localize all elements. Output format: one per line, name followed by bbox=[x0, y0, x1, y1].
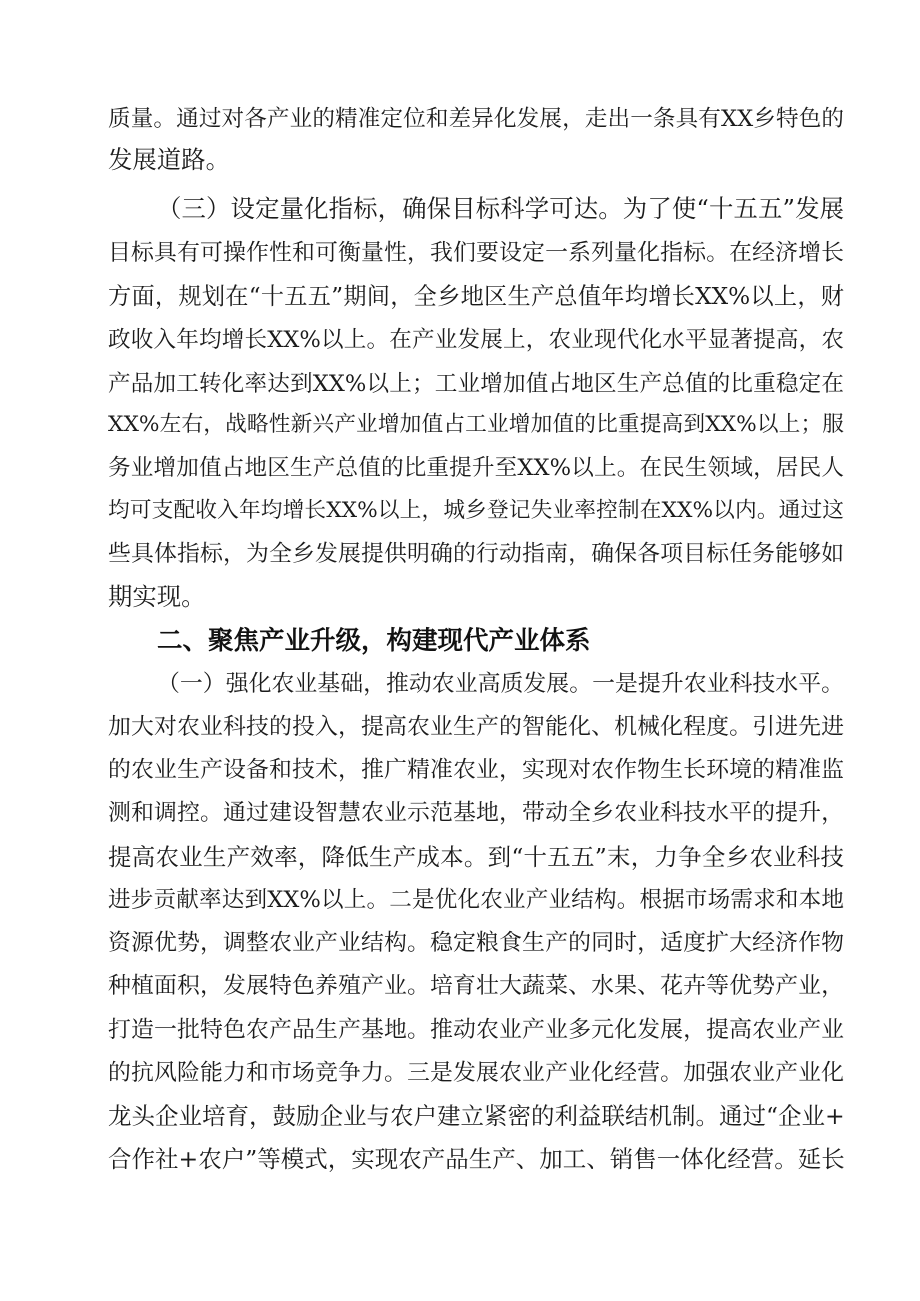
paragraph-line: 均可支配收入年均增长XX%以上，城乡登记失业率控制在XX%以内。通过这 bbox=[108, 498, 844, 523]
paragraph-line: 质量。通过对各产业的精准定位和差异化发展，走出一条具有XX乡特色的 bbox=[108, 106, 844, 132]
paragraph-line: 资源优势，调整农业产业结构。稳定粮食生产的同时，适度扩大经济作物 bbox=[108, 930, 844, 956]
paragraph-line: 政收入年均增长XX%以上。在产业发展上，农业现代化水平显著提高，农 bbox=[108, 327, 844, 353]
paragraph-line: 方面，规划在“十五五”期间，全乡地区生产总值年均增长XX%以上，财 bbox=[108, 283, 844, 310]
paragraph-line: XX%左右，战略性新兴产业增加值占工业增加值的比重提高到XX%以上；服 bbox=[108, 412, 844, 437]
section-heading: 二、聚焦产业升级，构建现代产业体系 bbox=[157, 626, 591, 656]
paragraph-line: 龙头企业培育，鼓励企业与农户建立紧密的利益联结机制。通过“企业+ bbox=[108, 1102, 845, 1130]
paragraph-line: 期实现。 bbox=[108, 582, 206, 611]
paragraph-line: 的抗风险能力和市场竞争力。三是发展农业产业化经营。加强农业产业化 bbox=[108, 1060, 844, 1086]
paragraph-line: 产品加工转化率达到XX%以上；工业增加值占地区生产总值的比重稳定在 bbox=[108, 371, 844, 397]
paragraph-line: （三）设定量化指标，确保目标科学可达。为了使“十五五”发展 bbox=[157, 194, 844, 223]
paragraph-line: 加大对农业科技的投入，提高农业生产的智能化、机械化程度。引进先进 bbox=[108, 714, 844, 740]
paragraph-line: 目标具有可操作性和可衡量性，我们要设定一系列量化指标。在经济增长 bbox=[108, 240, 844, 266]
paragraph-line: （一）强化农业基础，推动农业高质发展。一是提升农业科技水平。 bbox=[157, 671, 844, 697]
paragraph-line: 进步贡献率达到XX%以上。二是优化农业产业结构。根据市场需求和本地 bbox=[108, 887, 844, 913]
paragraph-line: 的农业生产设备和技术，推广精准农业，实现对农作物生长环境的精准监 bbox=[108, 757, 844, 783]
paragraph-line: 合作社+农户”等模式，实现农产品生产、加工、销售一体化经营。延长 bbox=[108, 1145, 845, 1173]
paragraph-line: 种植面积，发展特色养殖产业。培育壮大蔬菜、水果、花卉等优势产业， bbox=[108, 973, 844, 999]
paragraph-line: 发展道路。 bbox=[108, 145, 230, 174]
paragraph-line: 打造一批特色农产品生产基地。推动农业产业多元化发展，提高农业产业 bbox=[108, 1017, 844, 1043]
paragraph-line: 务业增加值占地区生产总值的比重提升至XX%以上。在民生领域，居民人 bbox=[108, 455, 844, 481]
paragraph-line: 测和调控。通过建设智慧农业示范基地，带动全乡农业科技水平的提升， bbox=[108, 800, 844, 826]
paragraph-line: 些具体指标，为全乡发展提供明确的行动指南，确保各项目标任务能够如 bbox=[108, 541, 844, 567]
paragraph-line: 提高农业生产效率，降低生产成本。到“十五五”末，力争全乡农业科技 bbox=[108, 843, 844, 871]
